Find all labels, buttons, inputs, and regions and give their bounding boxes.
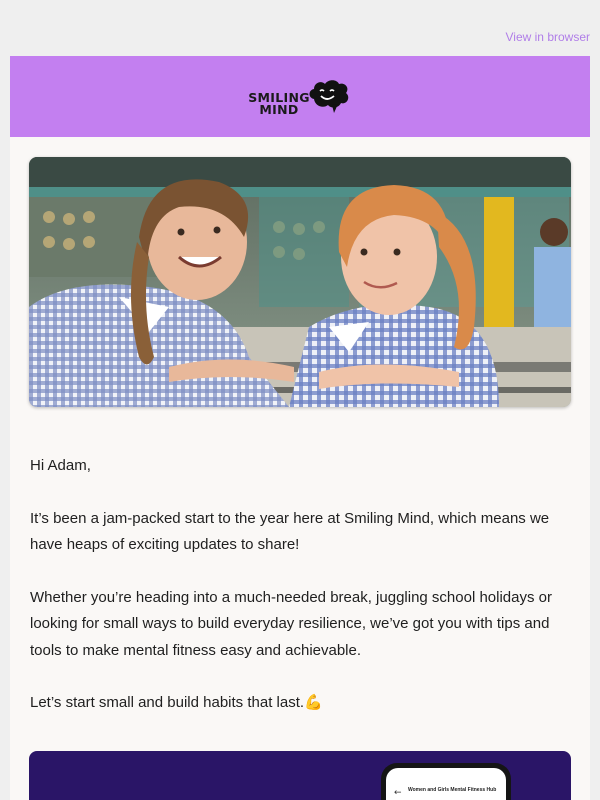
back-arrow-icon: ←: [394, 787, 402, 798]
logo-wordmark: SMILING MIND: [248, 89, 310, 117]
phone-screen: [386, 768, 506, 800]
resilience-paragraph: Whether you’re heading into a much-needed break, juggling school holidays or looking for small ways to build everyday resilience, we’ve got you with tips and tools to make mental fitness easy and achievable.: [30, 588, 552, 659]
smiling-mind-logo[interactable]: [248, 77, 352, 117]
email-container: [10, 56, 590, 800]
email-body: [10, 453, 590, 717]
phone-screen-title: Women and Girls Mental Fitness Hub: [408, 786, 497, 793]
view-in-browser-link[interactable]: View in browser: [505, 30, 590, 44]
intro-paragraph: It’s been a jam-packed start to the year here at Smiling Mind, which means we have heaps of exciting updates to share!: [30, 509, 550, 553]
phone-mockup: [381, 763, 511, 800]
habits-paragraph: Let’s start small and build habits that last.💪: [30, 694, 323, 711]
greeting-text: Hi Adam,: [30, 457, 91, 474]
hero-illustration: [29, 157, 571, 407]
promo-banner[interactable]: [29, 751, 571, 800]
brand-header: [10, 56, 590, 137]
brain-smile-icon: [304, 77, 352, 117]
hero-image: [29, 157, 571, 407]
preheader-bar: [0, 0, 600, 56]
